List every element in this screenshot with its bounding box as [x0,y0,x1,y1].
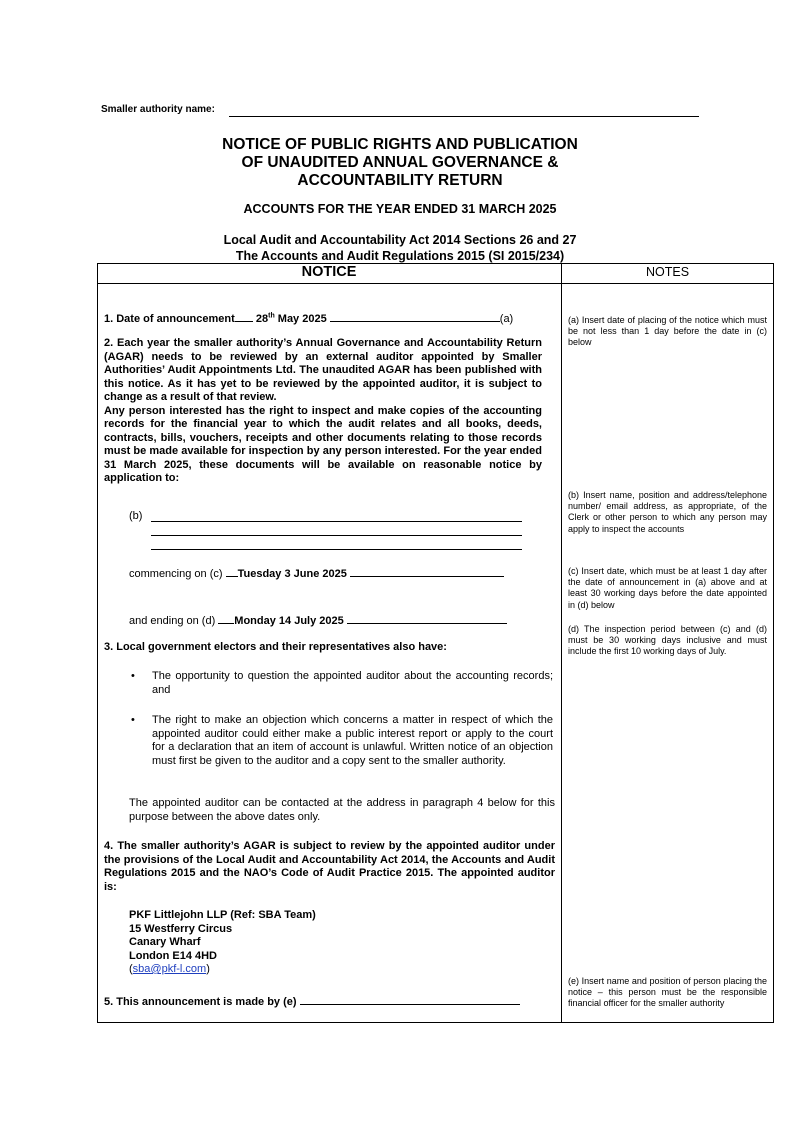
notes-column-header: NOTES [645,265,690,279]
ref-b: (b) [129,510,143,522]
notice-column-header: NOTICE [301,264,357,280]
bullet-icon: • [131,714,135,726]
bullet-2: The right to make an objection which concerns a matter in respect of which the appointed auditor could either make a public interest report or apply to the court for a declaration that an item of account is unlawful. Written notice of an objection must first be given to the auditor and a copy sent to the smaller authority. [152,714,553,767]
ending-label: and ending on (d) [129,615,216,627]
announcement-date[interactable]: 28th May 2025 [255,312,327,325]
auditor-email-line: (sba@pkf-l.com) [129,963,210,975]
note-a: (a) Insert date of placing of the notice which must be not less than 1 day before the date in (c) below [568,315,767,348]
paragraph-2 [104,337,542,486]
note-b: (b) Insert name, position and address/telephone number/ email address, as appropriate, of the Clerk or other person to which any person may apply to inspect the accounts [568,490,767,534]
bullet-icon: • [131,670,135,682]
header-divider [97,283,774,284]
announcement-date-line [104,311,549,327]
commencing-date[interactable]: Tuesday 3 June 2025 [237,568,347,580]
title-line-3: ACCOUNTABILITY RETURN [297,172,503,189]
ending-line [129,613,539,627]
auditor-email-link[interactable]: sba@pkf-l.com [132,963,207,975]
title-line-1: NOTICE OF PUBLIC RIGHTS AND PUBLICATION [222,136,578,153]
contact-line-3[interactable] [151,549,522,550]
announcement-by-field[interactable] [300,994,520,1005]
auditor-address-line: 15 Westferry Circus [129,922,233,935]
auditor-address-line: Canary Wharf [129,936,201,948]
commencing-line [129,566,529,580]
commencing-label: commencing on (c) [129,568,223,580]
legislation-subtitle [0,232,800,264]
note-d: (d) The inspection period between (c) and (d) must be 30 working days inclusive and must include the first 10 working days of July. [568,624,767,657]
announcement-by-label: 5. This announcement is made by (e) [104,996,297,1008]
paragraph-2-intro: 2. Each year the smaller authority’s Annual Governance and Accountability Return (AGAR) needs to be reviewed by an external auditor appointed by Smaller Authorities’ Audit Appointments Ltd. The unaudited AGAR has been published with this notice. As it has yet to be reviewed by the appointed auditor, it is subject to change as a result of that review. [104,337,542,403]
regulations-reference: The Accounts and Audit Regulations 2015 (SI 2015/234) [235,249,565,263]
contact-line-1[interactable] [151,521,522,522]
authority-name-field[interactable] [229,116,699,117]
accounts-subtitle: ACCOUNTS FOR THE YEAR ENDED 31 MARCH 2025 [243,202,557,216]
paragraph-4: 4. The smaller authority’s AGAR is subject to review by the appointed auditor under the provisions of the Local Audit and Accountability Act 2014, the Accounts and Audit Regulations 2015 and the NAO’s Code of Audit Practice 2015. The appointed auditor is: [104,840,555,893]
column-divider [561,263,562,1023]
announcement-label: 1. Date of announcement [104,313,235,325]
ref-a: (a) [499,313,514,325]
ending-date[interactable]: Monday 14 July 2025 [234,615,344,627]
auditor-name: PKF Littlejohn LLP (Ref: SBA Team) [129,909,316,921]
paragraph-2-rights: Any person interested has the right to inspect and make copies of the accounting records for the financial year to which the audit relates and all books, deeds, contracts, bills, vouchers, receipts and other documents relating to those records must be made available for inspection by any person interested. For the year ended 31 March 2025, these documents will be available on reasonable notice by application to: [104,404,542,484]
contact-line-2[interactable] [151,535,522,536]
act-reference: Local Audit and Accountability Act 2014 Sections 26 and 27 [223,233,577,247]
note-e: (e) Insert name and position of person placing the notice – this person must be the responsible financial officer for the smaller authority [568,976,767,1009]
note-c: (c) Insert date, which must be at least 1 day after the date of announcement in (a) above and at least 30 working days before the date appointed in (d) below [568,566,767,610]
auditor-address [129,909,316,977]
title-line-2: OF UNAUDITED ANNUAL GOVERNANCE & [241,154,559,171]
auditor-address-line: London E14 4HD [129,949,218,962]
authority-name-label: Smaller authority name: [101,104,215,115]
page-title [0,136,800,190]
bullet-1: The opportunity to question the appointed auditor about the accounting records; and [152,670,553,696]
announcement-by-line [104,994,549,1010]
auditor-contact-note: The appointed auditor can be contacted at the address in paragraph 4 below for this purpose between the above dates only. [129,797,555,823]
paragraph-3-title: 3. Local government electors and their representatives also have: [104,641,447,653]
